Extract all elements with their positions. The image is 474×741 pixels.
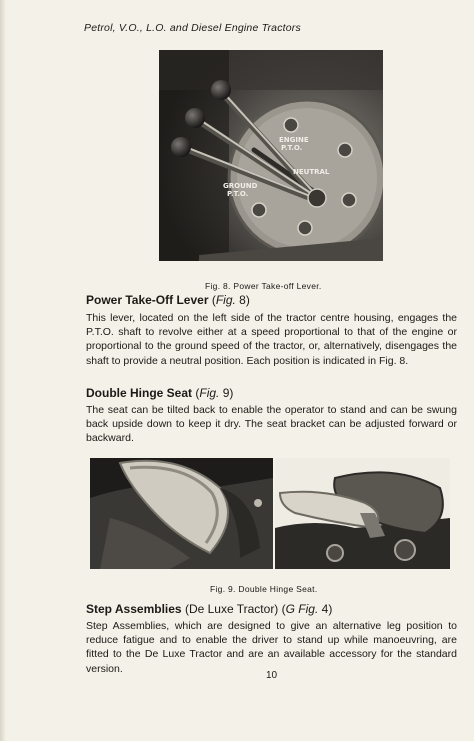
page-edge: [0, 0, 6, 741]
running-header: Petrol, V.O., L.O. and Diesel Engine Tractors: [84, 22, 301, 34]
heading-ref-num: 4): [318, 602, 333, 616]
heading-ref-open: (: [208, 293, 216, 307]
heading-ref-num: 9): [219, 386, 234, 400]
page-number: 10: [266, 670, 278, 681]
heading-title: Step Assemblies: [86, 602, 182, 616]
heading-ref-fig: Fig.: [199, 386, 220, 400]
figure-8-photo: [159, 50, 383, 261]
heading-ref-num: 8): [235, 293, 250, 307]
heading-ref-plain: (De Luxe Tractor) (: [181, 602, 286, 616]
heading-title: Double Hinge Seat: [86, 386, 193, 400]
label-ground: GROUND: [223, 182, 258, 190]
heading-ref-fig: G Fig.: [285, 602, 319, 616]
label-engine: ENGINE: [279, 136, 309, 144]
heading-power-take-off-lever: [86, 293, 250, 307]
heading-ref-open: (: [192, 386, 200, 400]
figure-9-caption: Fig. 9. Double Hinge Seat.: [210, 584, 318, 594]
label-neutral: NEUTRAL: [293, 168, 330, 176]
paragraph-double-hinge-seat: The seat can be tilted back to enable the operator to stand and can be swung back upside down to keep it dry. The seat bracket can be adjusted forward or backward.: [86, 404, 457, 445]
label-pto-engine: P.T.O.: [281, 144, 303, 152]
paragraph-step-assemblies: Step Assemblies, which are designed to give an alternative leg position to reduce fatigue and to enable the driver to stand up while manoeuvring, are fitted to the De Luxe Tractor and are an available accessory for the standard version.: [86, 620, 457, 675]
label-pto-ground: P.T.O.: [227, 190, 249, 198]
figure-9-photo-left: [90, 458, 273, 569]
paragraph-power-take-off-lever: This lever, located on the left side of the tractor centre housing, engages the P.T.O. shaft to revolve either at a speed proportional to that of the engine or proportional to the ground speed of the tractor, or, alternatively, disengages the shaft to provide a neutral position. Each position is indicated in Fig. 8.: [86, 312, 457, 367]
heading-title: Power Take-Off Lever: [86, 293, 209, 307]
figure-8-caption: Fig. 8. Power Take-off Lever.: [205, 281, 322, 291]
heading-step-assemblies: [86, 602, 332, 616]
figure-9-photo-right: [275, 458, 450, 569]
heading-ref-fig: Fig.: [215, 293, 236, 307]
heading-double-hinge-seat: [86, 386, 233, 400]
